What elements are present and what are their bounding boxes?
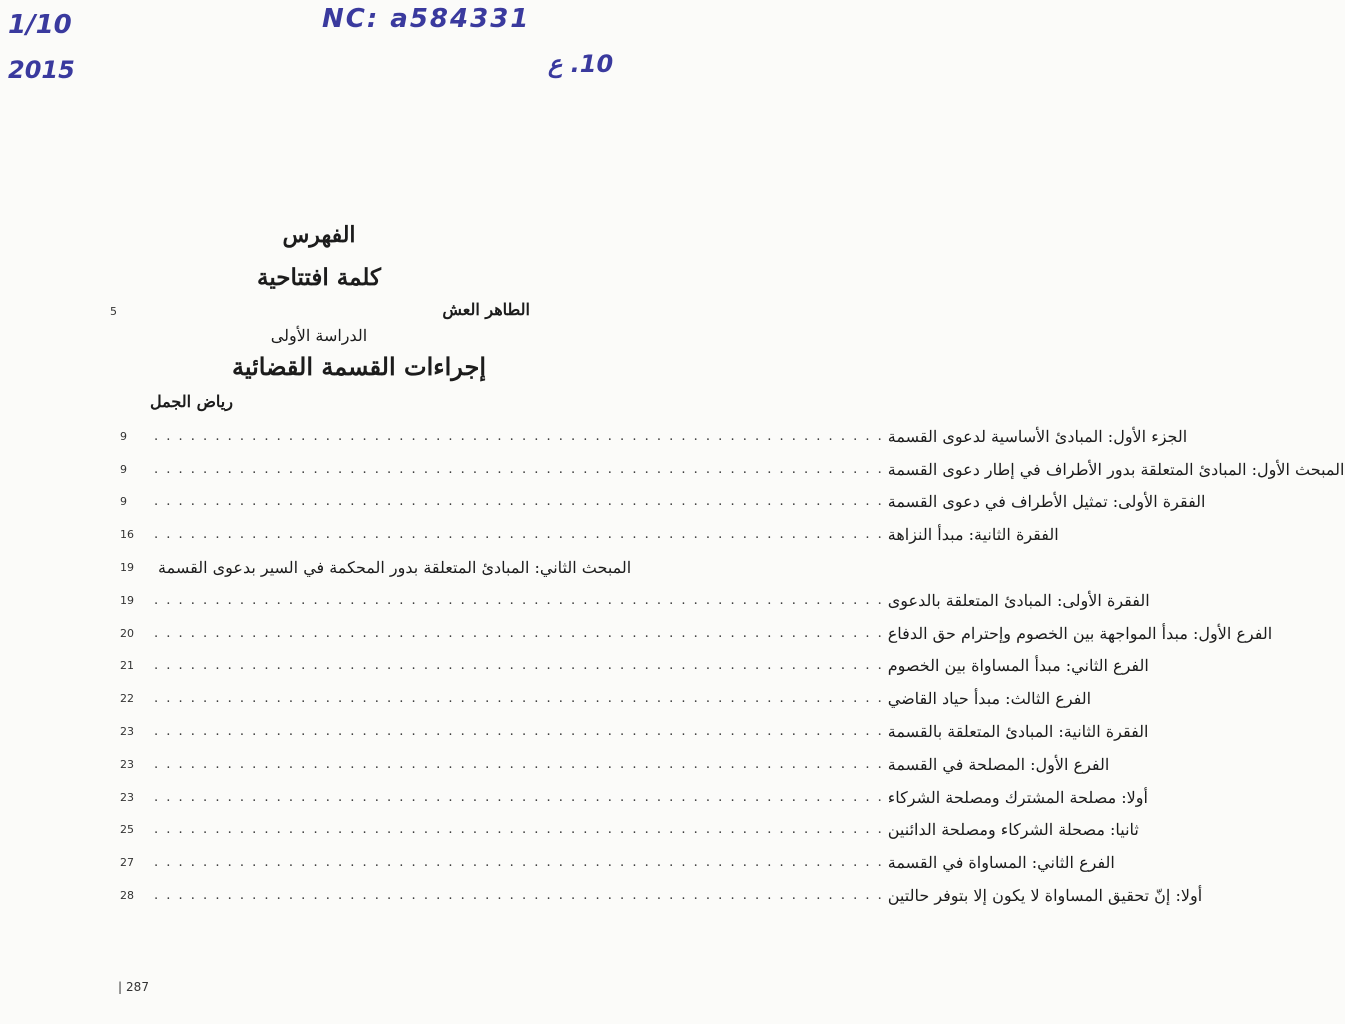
toc-title: الفهرس [282, 222, 356, 248]
toc-entry-leader-dots: . . . . . . . . . . . . . . . . . . . . . . . . . . . . . . . . . . . . . . . . . . . . . . . . . . . . . . . . . . . . [154, 724, 884, 740]
toc-entry-text: أولا: إنّ تحقيق المساواة لا يكون إلا بتوفر حالتين [887, 886, 1203, 906]
toc-entry [120, 551, 632, 584]
toc-entry-text: أولا: مصلحة المشترك ومصلحة الشركاء [887, 787, 1148, 807]
handwritten-date-bottom: 2015 [8, 56, 75, 84]
toc-entry-leader-dots: . . . . . . . . . . . . . . . . . . . . . . . . . . . . . . . . . . . . . . . . . . . . . . . . . . . . . . . . . . . . [154, 494, 884, 510]
toc-entry [120, 617, 1273, 650]
toc-entry-text: المبحث الأول: المبادئ المتعلقة بدور الأطراف في إطار دعوى القسمة [887, 459, 1345, 479]
toc-entry-page: 20 [120, 626, 134, 640]
toc-entry-page: 22 [120, 692, 134, 706]
toc-entry-page: 28 [120, 889, 134, 903]
toc-entry-leader-dots: . . . . . . . . . . . . . . . . . . . . . . . . . . . . . . . . . . . . . . . . . . . . . . . . . . . . . . . . . . . . [154, 691, 884, 707]
toc-entry-leader-dots: . . . . . . . . . . . . . . . . . . . . . . . . . . . . . . . . . . . . . . . . . . . . . . . . . . . . . . . . . . . . [154, 625, 884, 641]
toc-entry-text: الفرع الثالث: مبدأ حياد القاضي [887, 689, 1092, 709]
toc-entry-page: 23 [120, 725, 134, 739]
toc-entry-text: المبحث الثاني: المبادئ المتعلقة بدور المحكمة في السير بدعوى القسمة [158, 558, 632, 578]
toc-entry-page: 23 [120, 757, 134, 771]
handwritten-date-top: 1/10 [8, 10, 72, 40]
toc-entry-page: 27 [120, 856, 134, 870]
toc-entry-leader-dots: . . . . . . . . . . . . . . . . . . . . . . . . . . . . . . . . . . . . . . . . . . . . . . . . . . . . . . . . . . . . [154, 592, 884, 608]
toc-entry-page: 23 [120, 790, 134, 804]
opening-author-row [110, 300, 530, 319]
toc-entry [120, 518, 1059, 551]
toc-entry-page: 25 [120, 823, 134, 837]
toc-entry-page: 19 [120, 561, 134, 575]
toc-entry-text: الفقرة الثانية: المبادئ المتعلقة بالقسمة [887, 722, 1149, 742]
opening-page-number: 5 [110, 305, 117, 318]
toc-entry-leader-dots: . . . . . . . . . . . . . . . . . . . . . . . . . . . . . . . . . . . . . . . . . . . . . . . . . . . . . . . . . . . . [154, 527, 884, 543]
handwritten-reference: NC: a584331 [322, 4, 531, 34]
toc-entry-page: 21 [120, 659, 134, 673]
toc-entry-page: 19 [120, 593, 134, 607]
study-author: رياض الجمل [150, 392, 233, 411]
toc-entry-leader-dots: . . . . . . . . . . . . . . . . . . . . . . . . . . . . . . . . . . . . . . . . . . . . . . . . . . . . . . . . . . . . [154, 789, 884, 805]
toc-entry-text: الفرع الثاني: المساواة في القسمة [887, 853, 1115, 873]
toc-entry-text: الفقرة الأولى: تمثيل الأطراف في دعوى القسمة [887, 492, 1206, 512]
toc-entry [120, 650, 1149, 683]
toc-entry-leader-dots: . . . . . . . . . . . . . . . . . . . . . . . . . . . . . . . . . . . . . . . . . . . . . . . . . . . . . . . . . . . . [154, 855, 884, 871]
toc-entry-page: 9 [120, 495, 127, 509]
toc-entry-text: الجزء الأول: المبادئ الأساسية لدعوى القسمة [887, 426, 1188, 446]
study-title: إجراءات القسمة القضائية [232, 352, 486, 381]
toc-entry-text: الفقرة الثانية: مبدأ النزاهة [887, 525, 1059, 545]
toc-entry-text: الفرع الأول: مبدأ المواجهة بين الخصوم وإحترام حق الدفاع [887, 623, 1273, 643]
toc-entry-leader-dots: . . . . . . . . . . . . . . . . . . . . . . . . . . . . . . . . . . . . . . . . . . . . . . . . . . . . . . . . . . . . [154, 461, 884, 477]
toc-entry-page: 16 [120, 528, 134, 542]
footer-page-value: 287 [126, 980, 149, 994]
toc-entry [120, 814, 1139, 847]
toc-entry [120, 781, 1148, 814]
toc-entry-leader-dots: . . . . . . . . . . . . . . . . . . . . . . . . . . . . . . . . . . . . . . . . . . . . . . . . . . . . . . . . . . . . [154, 822, 884, 838]
toc-entry-text: الفقرة الأولى: المبادئ المتعلقة بالدعوى [887, 590, 1150, 610]
footer-separator: | [118, 980, 123, 994]
handwritten-number: 10. ع [548, 50, 614, 78]
toc-entry [120, 584, 1150, 617]
toc-entry [120, 682, 1092, 715]
toc-entry [120, 453, 1345, 486]
opening-author: الطاهر العش [442, 300, 530, 319]
toc-entry [120, 846, 1115, 879]
toc-entry [120, 486, 1206, 519]
toc-entry-list [120, 420, 1345, 912]
opening-section-title: كلمة افتتاحية [257, 264, 381, 291]
toc-entry [120, 748, 1110, 781]
study-label: الدراسة الأولى [270, 326, 368, 345]
toc-entry-text: ثانيا: مصحلة الشركاء ومصلحة الدائنين [887, 820, 1139, 840]
toc-entry-page: 9 [120, 462, 127, 476]
toc-entry [120, 420, 1188, 453]
toc-entry-leader-dots: . . . . . . . . . . . . . . . . . . . . . . . . . . . . . . . . . . . . . . . . . . . . . . . . . . . . . . . . . . . . [154, 888, 884, 904]
toc-entry-leader-dots: . . . . . . . . . . . . . . . . . . . . . . . . . . . . . . . . . . . . . . . . . . . . . . . . . . . . . . . . . . . . [154, 428, 884, 444]
toc-entry-text: الفرع الثاني: مبدأ المساواة بين الخصوم [887, 656, 1149, 676]
toc-entry-text: الفرع الأول: المصلحة في القسمة [887, 754, 1110, 774]
toc-entry-leader-dots: . . . . . . . . . . . . . . . . . . . . . . . . . . . . . . . . . . . . . . . . . . . . . . . . . . . . . . . . . . . . [154, 658, 884, 674]
toc-entry-leader-dots: . . . . . . . . . . . . . . . . . . . . . . . . . . . . . . . . . . . . . . . . . . . . . . . . . . . . . . . . . . . . [154, 756, 884, 772]
footer-page-number [118, 980, 149, 994]
toc-entry [120, 715, 1149, 748]
toc-entry [120, 879, 1203, 912]
toc-entry-page: 9 [120, 429, 127, 443]
